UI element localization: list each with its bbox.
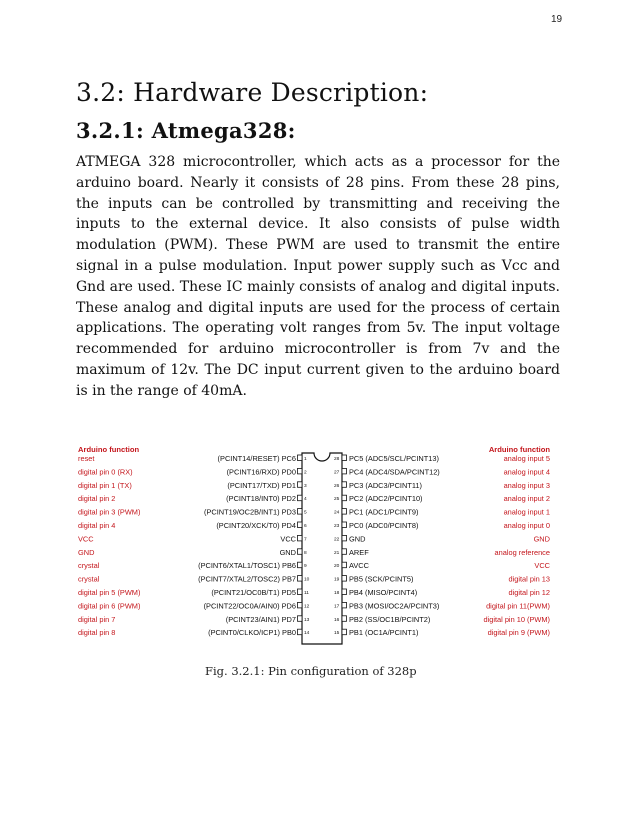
- pin-number: 27: [334, 470, 340, 476]
- pin-pad: [298, 549, 303, 555]
- pin-function-label: crystal: [78, 574, 100, 584]
- left-pin-9: [78, 561, 307, 570]
- pin-function-label: analog input 2: [503, 494, 550, 504]
- pin-pad: [298, 468, 303, 474]
- pin-name-label: PB1 (OC1A/PCINT1): [349, 628, 419, 638]
- pin-pad: [342, 629, 347, 635]
- pin-number: 6: [304, 524, 307, 529]
- pin-name-label: (PCINT18/INT0) PD2: [226, 494, 296, 504]
- pin-number: 4: [304, 497, 307, 503]
- pin-name-label: (PCINT0/CLKO/ICP1) PB0: [208, 628, 296, 638]
- pin-function-label: analog input 4: [503, 467, 550, 477]
- pin-pad: [342, 468, 347, 474]
- right-pin-16: [334, 615, 550, 624]
- left-pin-1: [78, 454, 307, 463]
- pin-name-label: PC5 (ADC5/SCL/PCINT13): [349, 454, 439, 463]
- pin-number: 19: [334, 577, 340, 583]
- pin-pad: [298, 562, 303, 568]
- pin-function-label: crystal: [78, 561, 100, 571]
- pin-number: 12: [304, 604, 310, 610]
- pin-function-label: VCC: [534, 561, 550, 571]
- subsection-title: 3.2.1: Atmega328:: [76, 118, 296, 143]
- right-pin-26: [334, 481, 550, 490]
- right-pin-24: [334, 508, 550, 517]
- pin-number: 11: [304, 591, 309, 596]
- body-paragraph: ATMEGA 328 microcontroller, which acts as a processor for the arduino board. Nearly it consists of 28 pins. From these 28 pins, the inputs can be controlled by transmitting and receiving the inputs to the external device. It also consists of pulse width modulation (PWM). These PWM are used to transmit the entire signal in a pulse modulation. Input power supply such as Vcc and Gnd are used. These IC mainly consists of analog and digital inputs. These analog and digital inputs are used for the process of certain applications. The operating volt ranges from 5v. The input voltage recommended for arduino microcontroller is from 7v and the maximum of 12v. The DC input current given to the arduino board is in the range of 40mA.: [76, 154, 560, 399]
- pin-name-label: (PCINT19/OC2B/INT1) PD3: [204, 507, 296, 517]
- pin-name-label: AVCC: [349, 561, 369, 571]
- pin-diagram: [76, 440, 560, 660]
- pin-function-label: digital pin 4: [78, 521, 116, 530]
- pin-name-label: (PCINT17/TXD) PD1: [227, 480, 296, 490]
- pin-number: 25: [334, 497, 340, 503]
- pin-number: 13: [304, 617, 310, 623]
- pin-pad: [342, 482, 347, 488]
- pin-number: 9: [304, 564, 307, 570]
- right-pin-28: [334, 454, 550, 463]
- page-number: 19: [551, 14, 563, 25]
- pin-pad: [298, 482, 303, 488]
- pin-pad: [342, 602, 347, 608]
- left-pin-7: [78, 534, 307, 543]
- pin-number: 16: [334, 617, 340, 623]
- pin-number: 7: [304, 537, 307, 543]
- pin-pad: [298, 509, 303, 514]
- pin-function-label: VCC: [78, 534, 94, 544]
- pin-number: 21: [334, 550, 340, 556]
- header-left: Arduino function: [78, 445, 140, 454]
- pin-name-label: AREF: [349, 547, 369, 557]
- pin-pad: [342, 589, 347, 595]
- pin-function-label: digital pin 12: [508, 588, 550, 597]
- right-pin-18: [334, 588, 550, 597]
- right-pin-27: [334, 467, 550, 476]
- left-pin-11: [78, 588, 309, 597]
- header-right: Arduino function: [488, 445, 550, 454]
- left-pin-12: [78, 601, 310, 610]
- pin-pad: [298, 455, 303, 461]
- pin-pad: [342, 509, 347, 514]
- pin-function-label: analog reference: [494, 547, 550, 557]
- pin-name-label: (PCINT6/XTAL1/TOSC1) PB6: [198, 561, 296, 571]
- pin-function-label: digital pin 9 (PWM): [487, 628, 550, 638]
- pin-function-label: digital pin 6 (PWM): [78, 601, 141, 611]
- right-pin-21: [334, 548, 550, 557]
- left-pin-8: [78, 548, 307, 557]
- pin-number: 23: [334, 524, 340, 529]
- pin-number: 28: [334, 457, 340, 462]
- pin-name-label: (PCINT7/XTAL2/TOSC2) PB7: [198, 574, 296, 584]
- pin-pad: [342, 549, 347, 555]
- pin-function-label: GND: [533, 534, 550, 544]
- left-pin-2: [78, 467, 307, 476]
- pin-function-label: GND: [78, 547, 95, 557]
- pin-number: 10: [304, 577, 310, 583]
- figure-caption: Fig. 3.2.1: Pin configuration of 328p: [205, 664, 417, 678]
- left-pin-6: [78, 521, 307, 530]
- pin-function-label: analog input 3: [503, 480, 550, 490]
- pin-name-label: PB2 (SS/OC1B/PCINT2): [349, 614, 431, 624]
- pin-number: 2: [304, 470, 307, 476]
- pin-pad: [298, 629, 303, 635]
- pin-number: 3: [304, 483, 307, 489]
- pin-function-label: digital pin 10 (PWM): [483, 614, 550, 624]
- pin-number: 15: [334, 631, 340, 637]
- pin-pad: [342, 576, 347, 582]
- pin-function-label: digital pin 2: [78, 494, 116, 504]
- pin-function-label: analog input 1: [503, 507, 550, 517]
- pin-name-label: PC2 (ADC2/PCINT10): [349, 494, 423, 504]
- pin-number: 5: [304, 510, 307, 516]
- pin-pad: [342, 562, 347, 568]
- pin-function-label: digital pin 5 (PWM): [78, 588, 141, 597]
- pin-number: 8: [304, 550, 307, 556]
- pin-name-label: PC4 (ADC4/SDA/PCINT12): [349, 467, 440, 477]
- pin-function-label: reset: [78, 454, 95, 463]
- pin-pad: [298, 495, 303, 501]
- pin-name-label: (PCINT21/OC0B/T1) PD5: [211, 588, 296, 597]
- left-pin-5: [78, 508, 307, 517]
- pin-name-label: PC3 (ADC3/PCINT11): [349, 480, 422, 490]
- pin-number: 18: [334, 591, 340, 596]
- pin-name-label: (PCINT14/RESET) PC6: [217, 454, 296, 463]
- pin-function-label: digital pin 7: [78, 614, 116, 624]
- right-pin-17: [334, 601, 550, 610]
- pin-pad: [298, 602, 303, 608]
- pin-name-label: PB3 (MOSI/OC2A/PCINT3): [349, 601, 440, 611]
- pin-pad: [298, 589, 303, 595]
- pin-number: 17: [334, 604, 340, 610]
- pin-pad: [298, 535, 303, 541]
- pin-pad: [298, 576, 303, 582]
- pin-name-label: PC1 (ADC1/PCINT9): [349, 507, 419, 517]
- pin-pad: [342, 495, 347, 501]
- section-title: 3.2: Hardware Description:: [76, 78, 429, 107]
- pin-name-label: GND: [349, 534, 366, 544]
- pin-number: 24: [334, 510, 340, 516]
- pin-configuration-figure: [76, 440, 560, 660]
- right-pin-22: [334, 534, 550, 543]
- pin-function-label: analog input 5: [503, 454, 550, 463]
- pin-pad: [298, 522, 303, 528]
- pin-number: 22: [334, 537, 340, 543]
- pin-name-label: PC0 (ADC0/PCINT8): [349, 521, 419, 530]
- left-pin-13: [78, 615, 310, 624]
- pin-name-label: (PCINT22/OC0A/AIN0) PD6: [203, 601, 296, 611]
- pin-number: 20: [334, 564, 340, 570]
- pin-name-label: (PCINT23/AIN1) PD7: [225, 614, 296, 624]
- left-pin-4: [78, 494, 307, 503]
- left-pin-3: [78, 481, 307, 490]
- pin-function-label: digital pin 11(PWM): [486, 601, 550, 611]
- pin-name-label: PB4 (MISO/PCINT4): [349, 588, 418, 597]
- pin-number: 26: [334, 483, 340, 489]
- right-pin-23: [334, 521, 550, 530]
- pin-name-label: GND: [279, 547, 296, 557]
- right-pin-25: [334, 494, 550, 503]
- pin-pad: [342, 535, 347, 541]
- pin-pad: [342, 455, 347, 461]
- right-pin-19: [334, 575, 550, 584]
- pin-pad: [298, 616, 303, 622]
- pin-name-label: (PCINT20/XCK/T0) PD4: [216, 521, 296, 530]
- pin-number: 14: [304, 631, 310, 637]
- pin-function-label: analog input 0: [503, 521, 550, 530]
- pin-number: 1: [304, 457, 307, 462]
- pin-function-label: digital pin 13: [508, 574, 550, 584]
- chip-body: [302, 453, 342, 644]
- right-pin-15: [334, 628, 550, 637]
- left-pin-14: [78, 628, 310, 637]
- left-pin-10: [78, 575, 310, 584]
- pin-pad: [342, 616, 347, 622]
- pin-function-label: digital pin 3 (PWM): [78, 507, 141, 517]
- pin-name-label: VCC: [280, 534, 296, 544]
- pin-name-label: (PCINT16/RXD) PD0: [226, 467, 296, 477]
- pin-function-label: digital pin 1 (TX): [78, 480, 132, 490]
- right-pin-20: [334, 561, 551, 570]
- pin-name-label: PB5 (SCK/PCINT5): [349, 574, 414, 584]
- pin-function-label: digital pin 8: [78, 628, 116, 638]
- pin-function-label: digital pin 0 (RX): [78, 467, 133, 477]
- pin-pad: [342, 522, 347, 528]
